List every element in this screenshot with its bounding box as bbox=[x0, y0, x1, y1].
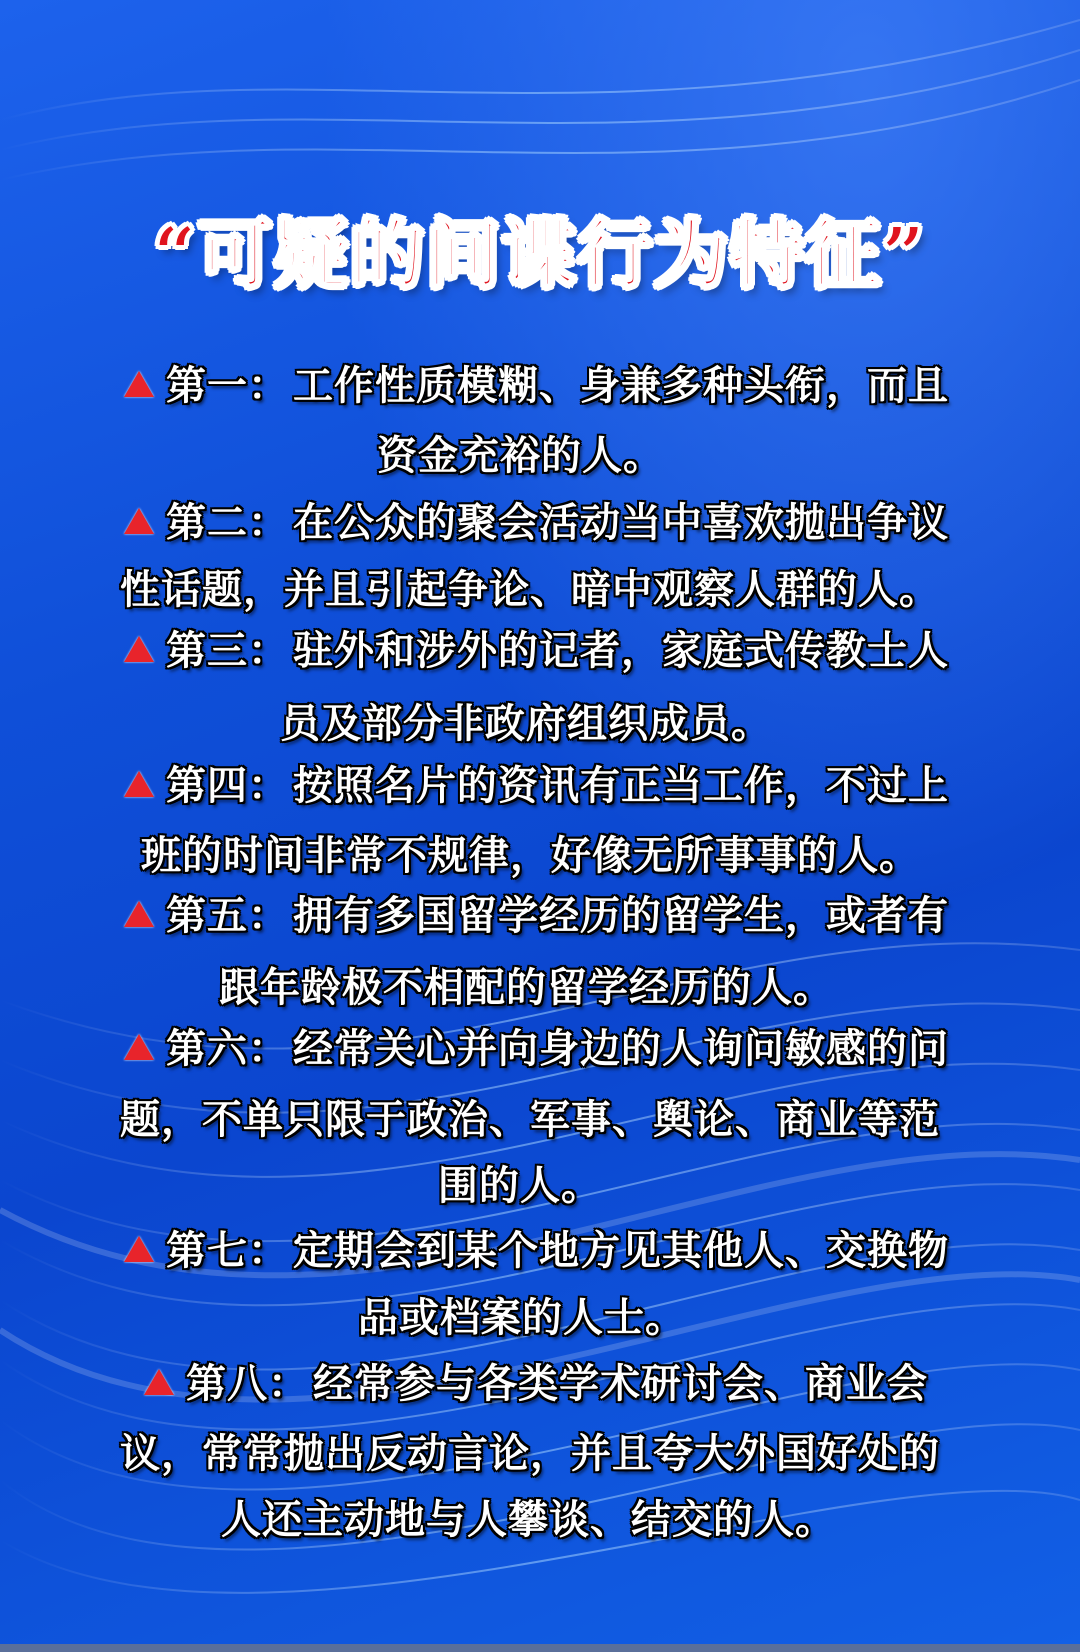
item-text: 在公众的聚会活动当中喜欢抛出争议 bbox=[293, 500, 949, 546]
item-7-line-2: 品或档案的人士。 bbox=[358, 1295, 686, 1341]
red-triangle-icon bbox=[144, 1369, 174, 1395]
item-text: 工作性质模糊、身兼多种头衔，而且 bbox=[293, 363, 949, 409]
item-text: 驻外和涉外的记者，家庭式传教士人 bbox=[293, 628, 949, 674]
item-label: 第一： bbox=[166, 363, 289, 409]
item-label: 第二： bbox=[166, 500, 289, 546]
item-label: 第三： bbox=[166, 628, 289, 674]
item-1-line-2: 资金充裕的人。 bbox=[377, 433, 664, 479]
item-label: 第五： bbox=[166, 893, 289, 939]
item-3-line-2: 员及部分非政府组织成员。 bbox=[280, 701, 772, 747]
item-label: 第四： bbox=[166, 763, 289, 809]
red-triangle-icon bbox=[124, 1034, 154, 1060]
item-5-line-1 bbox=[124, 890, 949, 942]
item-text: 经常参与各类学术研讨会、商业会 bbox=[313, 1361, 928, 1407]
item-3-line-1 bbox=[124, 625, 949, 677]
red-triangle-icon bbox=[124, 371, 154, 397]
item-8-line-1 bbox=[144, 1358, 928, 1410]
poster-title: “可疑的间谍行为特征” bbox=[153, 212, 927, 298]
red-triangle-icon bbox=[124, 508, 154, 534]
item-text: 拥有多国留学经历的留学生，或者有 bbox=[293, 893, 949, 939]
item-label: 第六： bbox=[166, 1026, 289, 1072]
item-2-line-2: 性话题，并且引起争论、暗中观察人群的人。 bbox=[120, 567, 940, 613]
item-2-line-1 bbox=[124, 497, 949, 549]
item-label: 第八： bbox=[186, 1361, 309, 1407]
red-triangle-icon bbox=[124, 771, 154, 797]
item-4-line-2: 班的时间非常不规律，好像无所事事的人。 bbox=[141, 833, 920, 879]
red-triangle-icon bbox=[124, 636, 154, 662]
item-6-line-3: 围的人。 bbox=[438, 1163, 602, 1209]
item-text: 定期会到某个地方见其他人、交换物 bbox=[293, 1228, 949, 1274]
item-6-line-1 bbox=[124, 1023, 949, 1075]
item-label: 第七： bbox=[166, 1228, 289, 1274]
item-6-line-2: 题，不单只限于政治、军事、舆论、商业等范 bbox=[120, 1097, 940, 1143]
red-triangle-icon bbox=[124, 901, 154, 927]
item-text: 经常关心并向身边的人询问敏感的问 bbox=[293, 1026, 949, 1072]
red-triangle-icon bbox=[124, 1236, 154, 1262]
item-8-line-2: 议，常常抛出反动言论，并且夸大外国好处的 bbox=[120, 1431, 940, 1477]
item-8-line-3: 人还主动地与人攀谈、结交的人。 bbox=[221, 1497, 836, 1543]
item-5-line-2: 跟年龄极不相配的留学经历的人。 bbox=[219, 965, 834, 1011]
item-7-line-1 bbox=[124, 1225, 949, 1277]
item-4-line-1 bbox=[124, 760, 949, 812]
item-1-line-1 bbox=[124, 360, 949, 412]
item-text: 按照名片的资讯有正当工作，不过上 bbox=[293, 763, 949, 809]
bottom-edge bbox=[0, 1644, 1080, 1652]
